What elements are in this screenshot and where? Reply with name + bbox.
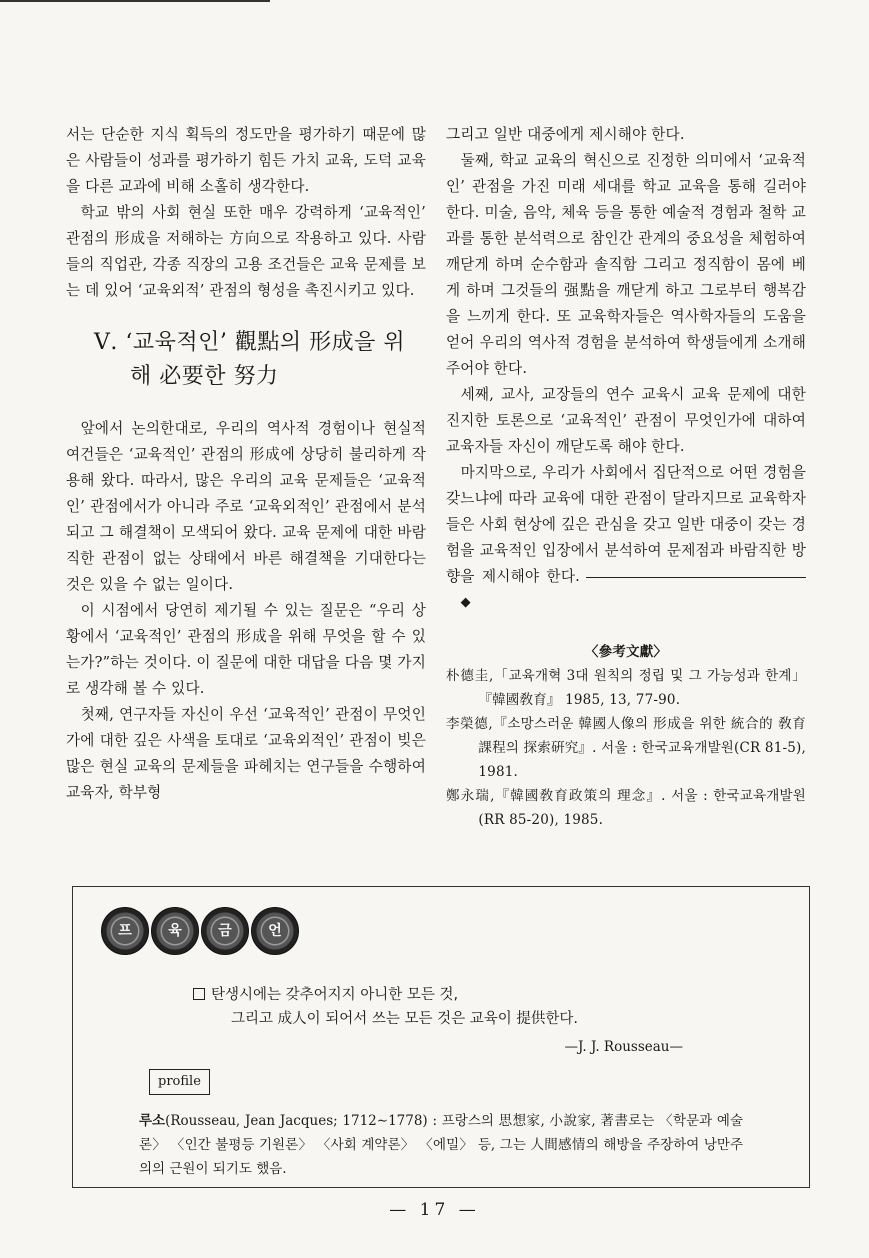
quote-line-1 — [193, 983, 578, 1007]
square-bullet-icon — [193, 988, 205, 1000]
right-column — [446, 122, 806, 832]
bio-text: (Rousseau, Jean Jacques; 1712∼1778) : 프랑스의 思想家, 小說家, 著書로는 〈학문과 예술론〉 〈인간 불평등 기원론〉 〈사회 계약론〉 〈에밀〉 등, 그는 人間感情의 해방을 주장하여 낭만주의의 근원이 되기도 했음. — [139, 1113, 743, 1177]
badge-circle — [101, 907, 149, 955]
end-rule — [586, 577, 806, 578]
badge-row — [101, 907, 301, 955]
quote-box — [72, 886, 810, 1188]
reference-item: 鄭永瑞,『韓國敎育政策의 理念』. 서울 : 한국교육개발원(RR 85-20), 1985. — [446, 788, 806, 828]
badge-char: 프 — [112, 918, 138, 944]
quote-attribution: —J. J. Rousseau— — [564, 1039, 683, 1055]
top-rule — [0, 0, 270, 2]
badge-char: 금 — [212, 918, 238, 944]
reference-item: 朴德圭,「교육개혁 3대 원칙의 정립 및 그 가능성과 한계」『韓國敎育』 1985, 13, 77-90. — [446, 668, 806, 708]
reference-item: 李榮德,『소망스러운 韓國人像의 形成을 위한 統合的 敎育課程의 探索硏究』. 서울 : 한국교육개발원(CR 81-5), 1981. — [446, 716, 806, 780]
section-heading — [66, 326, 426, 394]
page-number: — 17 — — [389, 1200, 480, 1220]
left-paragraph-2: 학교 밖의 사회 현실 또한 매우 강력하게 ‘교육적인’ 관점의 形成을 저해하는 方向으로 작용하고 있다. 사람들의 직업관, 각종 직장의 고용 조건들은 교육 문제를 보는 데 있어 ‘교육외적’ 관점의 형성을 촉진시키고 있다. — [66, 204, 426, 299]
left-paragraph-1: 서는 단순한 지식 획득의 정도만을 평가하기 때문에 많은 사람들이 성과를 평가하기 힘든 가치 교육, 도덕 교육을 다른 교과에 비해 소홀히 생각한다. — [66, 126, 426, 195]
profile-label: profile — [149, 1069, 210, 1095]
left-paragraph-4: 이 시점에서 당연히 제기될 수 있는 질문은 “우리 상황에서 ‘교육적인’ 관점의 形成을 위해 무엇을 할 수 있는가?”하는 것이다. 이 질문에 대한 대답을 다음 몇 가지로 생각해 볼 수 있다. — [66, 602, 426, 697]
references-title: 〈參考文獻〉 — [584, 644, 668, 660]
badge-circle — [251, 907, 299, 955]
end-diamond-icon: ◆ — [460, 595, 471, 610]
quote-line-2: 그리고 成人이 되어서 쓰는 모든 것은 교육이 提供한다. — [231, 1011, 578, 1027]
right-paragraph-1: 그리고 일반 대중에게 제시해야 한다. — [446, 126, 685, 143]
profile-bio — [139, 1109, 743, 1181]
section-heading-line-2: 해 必要한 努力 — [130, 364, 279, 389]
right-paragraph-4-text: 마지막으로, 우리가 사회에서 집단적으로 어떤 경험을 갖느냐에 따라 교육에 대한 관점이 달라지므로 교육학자들은 사회 현상에 깊은 관심을 갖고 일반 대중이 갖는 경험을 교육적인 입장에서 분석하여 문제점과 바람직한 방향을 제시해야 한다. — [446, 464, 806, 585]
badge-char: 언 — [262, 918, 288, 944]
left-paragraph-3: 앞에서 논의한대로, 우리의 역사적 경험이나 현실적 여건들은 ‘교육적인’ 관점의 形成에 상당히 불리하게 작용해 왔다. 따라서, 많은 우리의 교육 문제들은 ‘교육적인’ 관점에서가 아니라 주로 ‘교육외적인’ 관점에서 분석되고 그 해결책이 모색되어 왔다. 교육 문제에 대한 바람직한 관점이 없는 상태에서 바른 해결책을 기대한다는 것은 있을 수 없는 일이다. — [66, 420, 426, 593]
bio-name: 루소 — [139, 1113, 166, 1129]
quote-line-1-text: 탄생시에는 갖추어지지 아니한 모든 것, — [211, 987, 459, 1003]
badge-circle — [201, 907, 249, 955]
quote — [193, 983, 578, 1031]
left-paragraph-5: 첫째, 연구자들 자신이 우선 ‘교육적인’ 관점이 무엇인가에 대한 깊은 사색을 토대로 ‘교육외적인’ 관점이 빚은 많은 현실 교육의 문제들을 파헤치는 연구들을 수행하여 교육자, 학부형 — [66, 706, 426, 801]
right-paragraph-3: 세째, 교사, 교장들의 연수 교육시 교육 문제에 대한 진지한 토론으로 ‘교육적인’ 관점이 무엇인가에 대하여 교육자들 자신이 깨닫도록 해야 한다. — [446, 386, 806, 455]
left-column — [66, 122, 426, 806]
badge-char: 육 — [162, 918, 188, 944]
right-paragraph-2: 둘째, 학교 교육의 혁신으로 진정한 의미에서 ‘교육적인’ 관점을 가진 미래 세대를 학교 교육을 통해 길러야 한다. 미술, 음악, 체육 등을 통한 예술적 경험과 철학 교과를 통한 분석력으로 참인간 관계의 중요성을 체험하여 깨닫게 하며 순수함과 솔직함 그리고 정직함이 몸에 베게 하며 그것들의 强點을 깨닫게 하고 그로부터 행복감을 느끼게 한다. 또 교육학자들은 역사학자들의 도움을 얻어 우리의 역사적 경험을 분석하여 학생들에게 소개해 주어야 한다. — [446, 152, 806, 377]
section-heading-line-1: Ⅴ. ‘교육적인’ 觀點의 形成을 위 — [94, 330, 406, 355]
badge-circle — [151, 907, 199, 955]
right-paragraph-4 — [446, 460, 806, 616]
